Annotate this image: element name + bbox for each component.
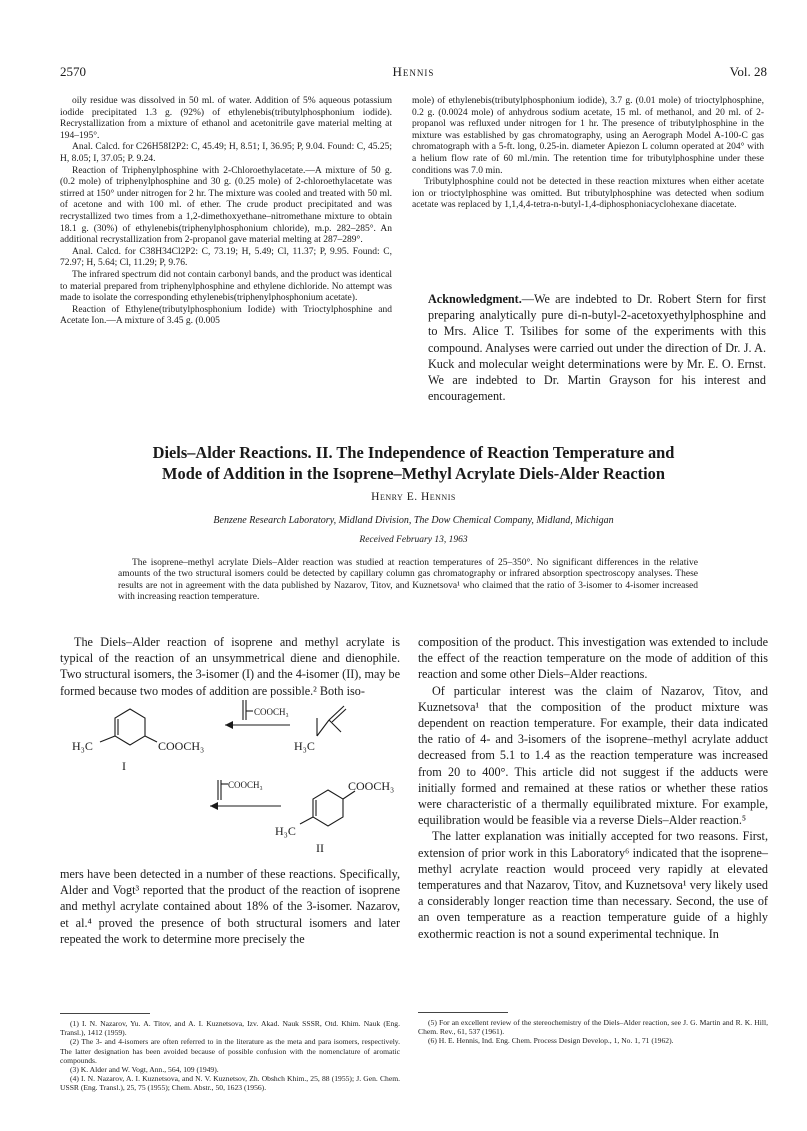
footnote-rule [418, 1012, 508, 1013]
cooch3-label: COOCH₃ [158, 739, 205, 753]
h3c-label: H₃C [294, 739, 315, 753]
paragraph: Reaction of Triphenylphosphine with 2-Chloroethylacetate.—A mixture of 50 g. (0.2 mole) of triphenylphosphine and 30 g. (0.25 mole) of 2-chloroethylacetate was stirred at 150° under nitrogen for 2 hr. The mixture was cooled and treated with 50 ml. of acetone and with 100 ml. of ether. The crude product precipitated and was recrystallized two times from a 1,2-dimethoxyethane–nitromethane mixture to obtain 18.1 g. (30%) of ethylenebis(triphenylphosphonium chloride), m.p. 282–285°. An additional recrystallization from 2-propanol gave material melting at 287–289°. [60, 165, 392, 246]
cooch3-label: COOCH₃ [254, 707, 289, 717]
body-left-bottom [60, 866, 400, 947]
cooch3-label: COOCH₃ [348, 779, 395, 793]
paragraph: The Diels–Alder reaction of isoprene and methyl acrylate is typical of the reaction of an unsymmetrical diene and dienophile. Two structural isomers, the 3-isomer (I) and the 4-isomer (II), may be formed because two modes of addition are possible.² Both iso- [60, 635, 400, 698]
cooch3-label: COOCH₃ [228, 780, 263, 790]
arrow-head [210, 802, 218, 810]
previous-article-left-column [60, 96, 392, 328]
running-header [60, 64, 767, 84]
paragraph: composition of the product. This investigation was extended to include the effect of the reaction temperature on the mode of addition of this reaction and some other Diels–Alder reactions. [418, 635, 768, 682]
compound-II-label: II [316, 841, 324, 855]
paragraph: Reaction of Ethylene(tributylphosphonium Iodide) with Trioctylphosphine and Acetate Ion.—A mixture of 3.45 g. (0.005 [60, 304, 392, 327]
reaction-scheme [60, 698, 410, 863]
acknowledgment [428, 291, 766, 404]
article-author: Henry E. Hennis [371, 491, 456, 503]
footnote-rule [60, 1013, 150, 1014]
compound-II-structure [300, 790, 355, 826]
footnote: (6) H. E. Hennis, Ind. Eng. Chem. Process Design Develop., 1, No. 1, 71 (1962). [428, 1036, 674, 1046]
footnotes-right [418, 1018, 768, 1046]
h3c-label: H₃C [275, 824, 296, 838]
footnote: (3) K. Alder and W. Vogt, Ann., 564, 109 (1949). [70, 1065, 219, 1075]
footnotes-left [60, 1019, 400, 1093]
footnote: (1) I. N. Nazarov, Yu. A. Titov, and A. I. Kuznetsova, Izv. Akad. Nauk SSSR, Otd. Khim. Nauk (Eng. Transl.), 1412 (1959). [60, 1019, 400, 1038]
paragraph: Anal. Calcd. for C38H34Cl2P2: C, 73.19; H, 5.49; Cl, 11.37; P, 9.95. Found: C, 72.97; H, 5.64; Cl, 11.29; P, 9.76. [60, 246, 392, 269]
received-date: Received February 13, 1963 [359, 535, 468, 545]
body-left-top [60, 634, 400, 699]
paragraph: Of particular interest was the claim of Nazarov, Titov, and Kuznetsova¹ that the composition of the product mixture was dependent on reaction temperature. For example, their data indicated the ratio of 4- and 3-isomers of the isoprene–methyl acrylate adduct decreased from 5.1 to 1.4 as the reaction temperature was increased from 20 to 400°. This article did not suggest if the adducts were initially formed and remained at these ratios or whether these ratios were characteristic of a thermally equilibrated mixture. For example, equilibration would be feasible via a reverse Diels–Alder reaction.⁵ [418, 683, 768, 828]
article-affiliation: Benzene Research Laboratory, Midland Division, The Dow Chemical Company, Midland, Michigan [213, 515, 614, 526]
paragraph: Tributylphosphine could not be detected in these reaction mixtures when either acetate ion or trioctylphosphine was omitted. But tributylphosphine was detected when sodium acetate was replaced by 1,1,4,4-tetra-n-butyl-1,4-diphosphoniacyclohexane diacetate. [412, 177, 764, 211]
methyl-acrylate-structure [218, 780, 228, 800]
h3c-label: H₃C [72, 739, 93, 753]
abstract: The isoprene–methyl acrylate Diels–Alder reaction was studied at reaction temperatures of 25–350°. No significant differences in the relative amounts of the two structural isomers could be detected by capillary column gas chromatography or infrared absorption spectroscopy analyses. These results are not in agreement with the data published by Nazarov, Titov, and Kuznetsova¹ who claimed that the ratio of 3-isomer to 4-isomer increased with increasing reaction temperature. [118, 558, 698, 603]
body-right-column [418, 634, 768, 942]
article-title [60, 442, 767, 484]
arrow-head [225, 721, 233, 729]
methyl-acrylate-structure [243, 700, 253, 720]
previous-article-right-column [412, 96, 764, 212]
article-title-line: Mode of Addition in the Isoprene–Methyl Acrylate Diels-Alder Reaction [162, 464, 665, 483]
article-title-line: Diels–Alder Reactions. II. The Independence of Reaction Temperature and [152, 443, 675, 462]
acknowledgment-text: —We are indebted to Dr. Robert Stern for first preparing analytically pure di-n-butyl-2-acetoxyethylphosphine and to Mrs. Alice T. Tsilibes for some of the experiments with this compound. Analyses were carried out under the direction of Dr. J. A. Kuck and molecular weight determinations were by Mr. E. O. Ernst. We are indebted to Dr. Martin Grayson for his interest and encouragement. [428, 292, 766, 404]
paragraph: mers have been detected in a number of these reactions. Specifically, Alder and Vogt³ reported that the product of the reaction of isoprene and methyl acrylate contained about 18% of the 3-isomer. Nazarov, et al.⁴ proved the presence of both structural isomers and later repeated the work to determine more precisely the [60, 867, 400, 946]
page-number: 2570 [60, 64, 86, 79]
footnote: (4) I. N. Nazarov, A. I. Kuznetsova, and N. V. Kuznetsov, Zh. Obshch Khim., 25, 88 (1955); J. Gen. Chem. USSR (Eng. Transl.), 25, 75 (1955); Chem. Abstr., 50, 1623 (1956). [60, 1074, 400, 1093]
running-author: Hennis [392, 64, 435, 79]
footnote: (5) For an excellent review of the stereochemistry of the Diels–Alder reaction, see J. G. Martin and R. K. Hill, Chem. Rev., 61, 537 (1961). [418, 1018, 768, 1037]
paragraph: mole) of ethylenebis(tributylphosphonium iodide), 3.7 g. (0.01 mole) of trioctylphosphine, 0.2 g. (0.0024 mole) of anhydrous sodium acetate, 15 ml. of methanol, and 20 ml. of 2-propanol was refluxed under nitrogen for 1 hr. The presence of tributylphosphine in the mixture was established by gas chromatography, using an Aerograph Model A-100-C gas chromatograph with a 5-ft. long, 0.25-in. diameter Apiezon L column operated at 204° with a helium flow rate of 60 ml./min. The retention time for tributylphosphine under these conditions was 7.0 min. [412, 96, 764, 176]
paragraph: Anal. Calcd. for C26H58I2P2: C, 45.49; H, 8.51; I, 36.95; P, 9.04. Found: C, 45.25; H, 8.05; I, 37.05; P. 9.24. [60, 142, 392, 164]
footnote: (2) The 3- and 4-isomers are often referred to in the literature as the meta and para isomers, respectively. The latter designation has been avoided because of possible confusion with the nomenclature of aromatic compounds. [60, 1037, 400, 1065]
paragraph: The latter explanation was initially accepted for two reasons. First, extension of prior work in this Laboratory⁶ indicated that the isoprene–methyl acrylate reaction would proceed very rapidly at elevated temperatures and that Nazarov, Titov, and Kuznetsova¹ very likely used a considerably longer reaction time than necessary. Second, the use of an oven temperature as a reaction temperature guide of a highly exothermic reaction is not a sound experimental technique. In [418, 829, 768, 941]
acknowledgment-heading: Acknowledgment. [428, 292, 522, 306]
compound-I-label: I [122, 759, 126, 773]
isoprene-structure [317, 706, 346, 736]
paragraph: The infrared spectrum did not contain carbonyl bands, and the product was identical to material prepared from triphenylphosphine and ethylene dichloride. No attempt was made to isolate the corresponding ethylenebis(triphenylphosphonium acetate). [60, 269, 392, 304]
compound-I-structure [100, 709, 157, 745]
volume-label: Vol. 28 [729, 64, 767, 79]
paragraph: oily residue was dissolved in 50 ml. of water. Addition of 5% aqueous potassium iodide precipitated 1.3 g. (92%) of ethylenebis(tributylphosphonium iodide). Recrystallization from a mixture of ethanol and acetonitrile gave material melting at 194–195°. [60, 96, 392, 141]
